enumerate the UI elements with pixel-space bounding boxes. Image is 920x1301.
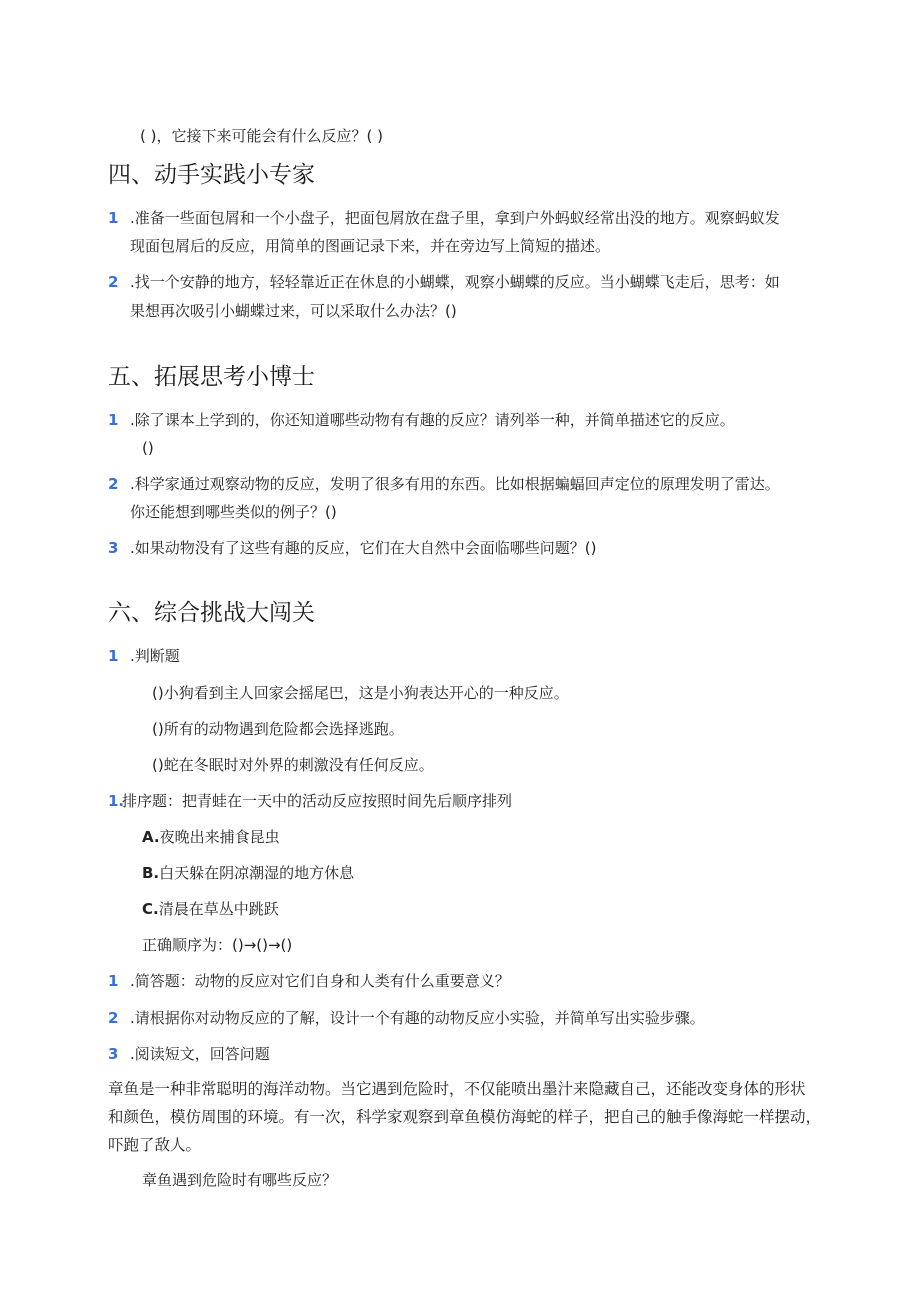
option-letter: C. <box>142 900 159 918</box>
section-5-item-1-line-2: () <box>142 439 154 457</box>
option-text: 清晨在草丛中跳跃 <box>158 900 279 918</box>
order-option-b <box>142 863 354 883</box>
option-text: 夜晚出来捕食昆虫 <box>159 828 280 846</box>
section-5-item-2-line-1: .科学家通过观察动物的反应，发明了很多有用的东西。比如根据蝙蝠回声定位的原理发明了雷达。 <box>130 475 780 493</box>
short-answer-question: .简答题：动物的反应对它们自身和人类有什么重要意义？ <box>130 972 510 990</box>
item-number: 1. <box>108 792 125 810</box>
item-number: 2 <box>108 273 119 291</box>
passage-line: 章鱼是一种非常聪明的海洋动物。当它遇到危险时，不仅能喷出墨汁来隐藏自己，还能改变身体的形状 <box>108 1080 806 1098</box>
judge-statement: ()所有的动物遇到危险都会选择逃跑。 <box>152 720 404 738</box>
section-5-item-2-line-2: 你还能想到哪些类似的例子？() <box>130 503 337 521</box>
judge-label: .判断题 <box>130 647 180 665</box>
item-number: 1 <box>108 411 119 429</box>
section-6-title: 六、综合挑战大闯关 <box>108 600 315 626</box>
item-number: 3 <box>108 539 119 557</box>
section-5-item-1-line-1: .除了课本上学到的，你还知道哪些动物有有趣的反应？请列举一种，并简单描述它的反应。 <box>130 411 735 429</box>
order-option-a <box>142 827 280 847</box>
item-number: 2 <box>108 475 119 493</box>
item-number: 1 <box>108 972 119 990</box>
section-5-item-3-line-1: .如果动物没有了这些有趣的反应，它们在大自然中会面临哪些问题？() <box>130 539 597 557</box>
item-number: 1 <box>108 209 119 227</box>
passage-line: 吓跑了敌人。 <box>108 1136 202 1154</box>
order-label: 排序题：把青蛙在一天中的活动反应按照时间先后顺序排列 <box>122 792 513 810</box>
option-text: 白天躲在阴凉潮湿的地方休息 <box>159 864 355 882</box>
passage-question: 章鱼遇到危险时有哪些反应？ <box>142 1171 338 1189</box>
section-4-item-1-line-2: 现面包屑后的反应，用简单的图画记录下来，并在旁边写上简短的描述。 <box>130 237 611 255</box>
experiment-design-question: .请根据你对动物反应的了解，设计一个有趣的动物反应小实验，并简单写出实验步骤。 <box>130 1009 705 1027</box>
section-4-title: 四、动手实践小专家 <box>108 162 315 188</box>
section-4-item-2-line-2: 果想再次吸引小蝴蝶过来，可以采取什么办法？() <box>130 302 457 320</box>
option-letter: A. <box>142 828 160 846</box>
passage-line: 和颜色，模仿周围的环境。有一次，科学家观察到章鱼模仿海蛇的样子，把自己的触手像海蛇一样摆动， <box>108 1108 822 1126</box>
section-4-item-1-line-1: .准备一些面包屑和一个小盘子，把面包屑放在盘子里，拿到户外蚂蚁经常出没的地方。观察蚂蚁发 <box>130 209 780 227</box>
reading-question-label: .阅读短文，回答问题 <box>130 1045 270 1063</box>
order-option-c <box>142 899 279 919</box>
section-5-title: 五、拓展思考小博士 <box>108 364 315 390</box>
section-4-item-2-line-1: .找一个安静的地方，轻轻靠近正在休息的小蝴蝶，观察小蝴蝶的反应。当小蝴蝶飞走后，思考：如 <box>130 273 780 291</box>
item-number: 2 <box>108 1009 119 1027</box>
judge-statement: ()小狗看到主人回家会摇尾巴，这是小狗表达开心的一种反应。 <box>152 684 569 702</box>
order-answer: 正确顺序为：()→()→() <box>142 936 293 954</box>
item-number: 1 <box>108 647 119 665</box>
top-question-line: ( )，它接下来可能会有什么反应？( ) <box>140 127 383 145</box>
item-number: 3 <box>108 1045 119 1063</box>
option-letter: B. <box>142 864 160 882</box>
judge-statement: ()蛇在冬眠时对外界的刺激没有任何反应。 <box>152 756 434 774</box>
